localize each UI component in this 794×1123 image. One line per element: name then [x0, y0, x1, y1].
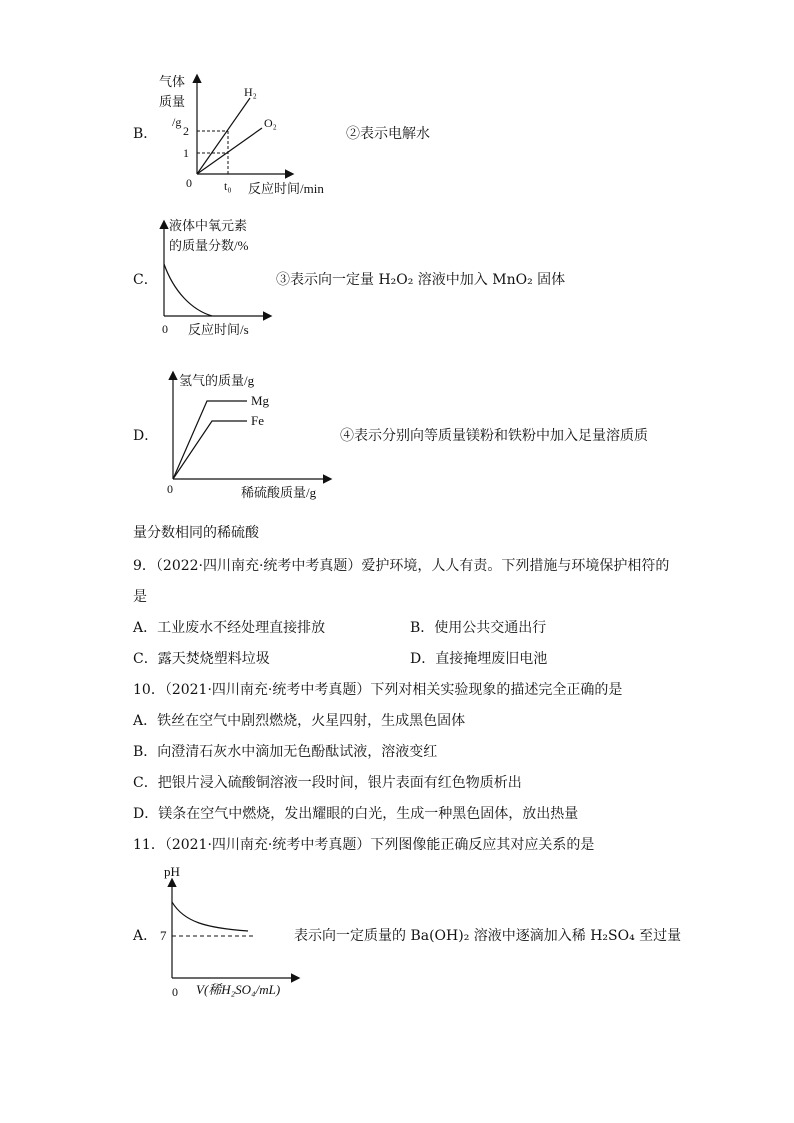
y-label: pH	[164, 864, 180, 879]
origin: 0	[162, 322, 168, 336]
option-d-description-cont: 量分数相同的稀硫酸	[133, 525, 259, 541]
tick-2: 2	[183, 124, 189, 138]
option-b-description: ②表示电解水	[346, 126, 430, 142]
y-label: 氢气的质量/g	[179, 373, 255, 388]
o2-label: O₂	[264, 116, 277, 130]
q10-option-a[interactable]: A．铁丝在空气中剧烈燃烧，火星四射，生成黑色固体	[133, 713, 466, 729]
y-label-1: 气体	[159, 74, 186, 89]
q11-option-a-letter: A．	[133, 928, 158, 944]
q11-stem: 11．（2021·四川南充·统考中考真题）下列图像能正确反应其对应关系的是	[133, 837, 595, 853]
q9-stem-line1: 9．（2022·四川南充·统考中考真题）爱护环境，人人有责。下列措施与环境保护相符的	[133, 558, 670, 574]
x-label: 反应时间/min	[248, 181, 324, 196]
o2-line	[197, 128, 262, 174]
option-c-description: ③表示向一定量 H₂O₂ 溶液中加入 MnO₂ 固体	[276, 272, 566, 288]
tick-1: 1	[183, 146, 189, 160]
q9-option-a[interactable]: A．工业废水不经处理直接排放	[133, 620, 326, 636]
q9-option-d[interactable]: D．直接掩埋废旧电池	[410, 651, 548, 667]
origin: 0	[186, 176, 192, 190]
q10-option-d[interactable]: D．镁条在空气中燃烧，发出耀眼的白光，生成一种黑色固体，放出热量	[133, 806, 579, 822]
q11-option-a-description: 表示向一定质量的 Ba(OH)₂ 溶液中逐滴加入稀 H₂SO₄ 至过量	[294, 928, 682, 944]
q9-stem-line2: 是	[133, 589, 147, 605]
mg-line	[173, 401, 247, 479]
graph-electrolysis	[150, 68, 340, 198]
option-c-letter: C．	[133, 272, 158, 288]
decay-curve	[164, 264, 212, 316]
option-d-description: ④表示分别向等质量镁粉和铁粉中加入足量溶质质	[340, 428, 648, 444]
option-d-letter: D．	[133, 428, 159, 444]
q10-option-c[interactable]: C．把银片浸入硫酸铜溶液一段时间，银片表面有红色物质析出	[133, 775, 522, 791]
q10-option-b[interactable]: B．向澄清石灰水中滴加无色酚酞试液，溶液变红	[133, 744, 438, 760]
t0-label: t₀	[224, 179, 232, 193]
y-unit: /g	[172, 115, 182, 129]
graph-h2o2	[150, 212, 290, 342]
x-label: 反应时间/s	[188, 322, 249, 337]
graph-ph	[150, 860, 310, 1005]
x-label: V(稀H₂SO₄/mL)	[196, 982, 281, 997]
q9-option-c[interactable]: C．露天焚烧塑料垃圾	[133, 651, 270, 667]
tick-7: 7	[160, 928, 167, 943]
y-label-2: 质量	[159, 94, 186, 109]
graph-hydrogen	[155, 365, 345, 505]
option-b-letter: B．	[133, 126, 158, 142]
y-label-2: 的质量分数/%	[169, 238, 249, 253]
q9-option-b[interactable]: B．使用公共交通出行	[410, 620, 547, 636]
h2-line	[197, 98, 250, 174]
ph-curve	[172, 902, 248, 931]
h2-label: H₂	[244, 85, 257, 99]
mg-label: Mg	[251, 393, 270, 408]
fe-line	[173, 421, 247, 479]
origin: 0	[172, 985, 178, 999]
origin: 0	[167, 482, 173, 496]
y-label-1: 液体中氧元素	[169, 218, 248, 233]
q10-stem: 10．（2021·四川南充·统考中考真题）下列对相关实验现象的描述完全正确的是	[133, 682, 623, 698]
fe-label: Fe	[251, 413, 264, 428]
x-label: 稀硫酸质量/g	[241, 485, 317, 500]
